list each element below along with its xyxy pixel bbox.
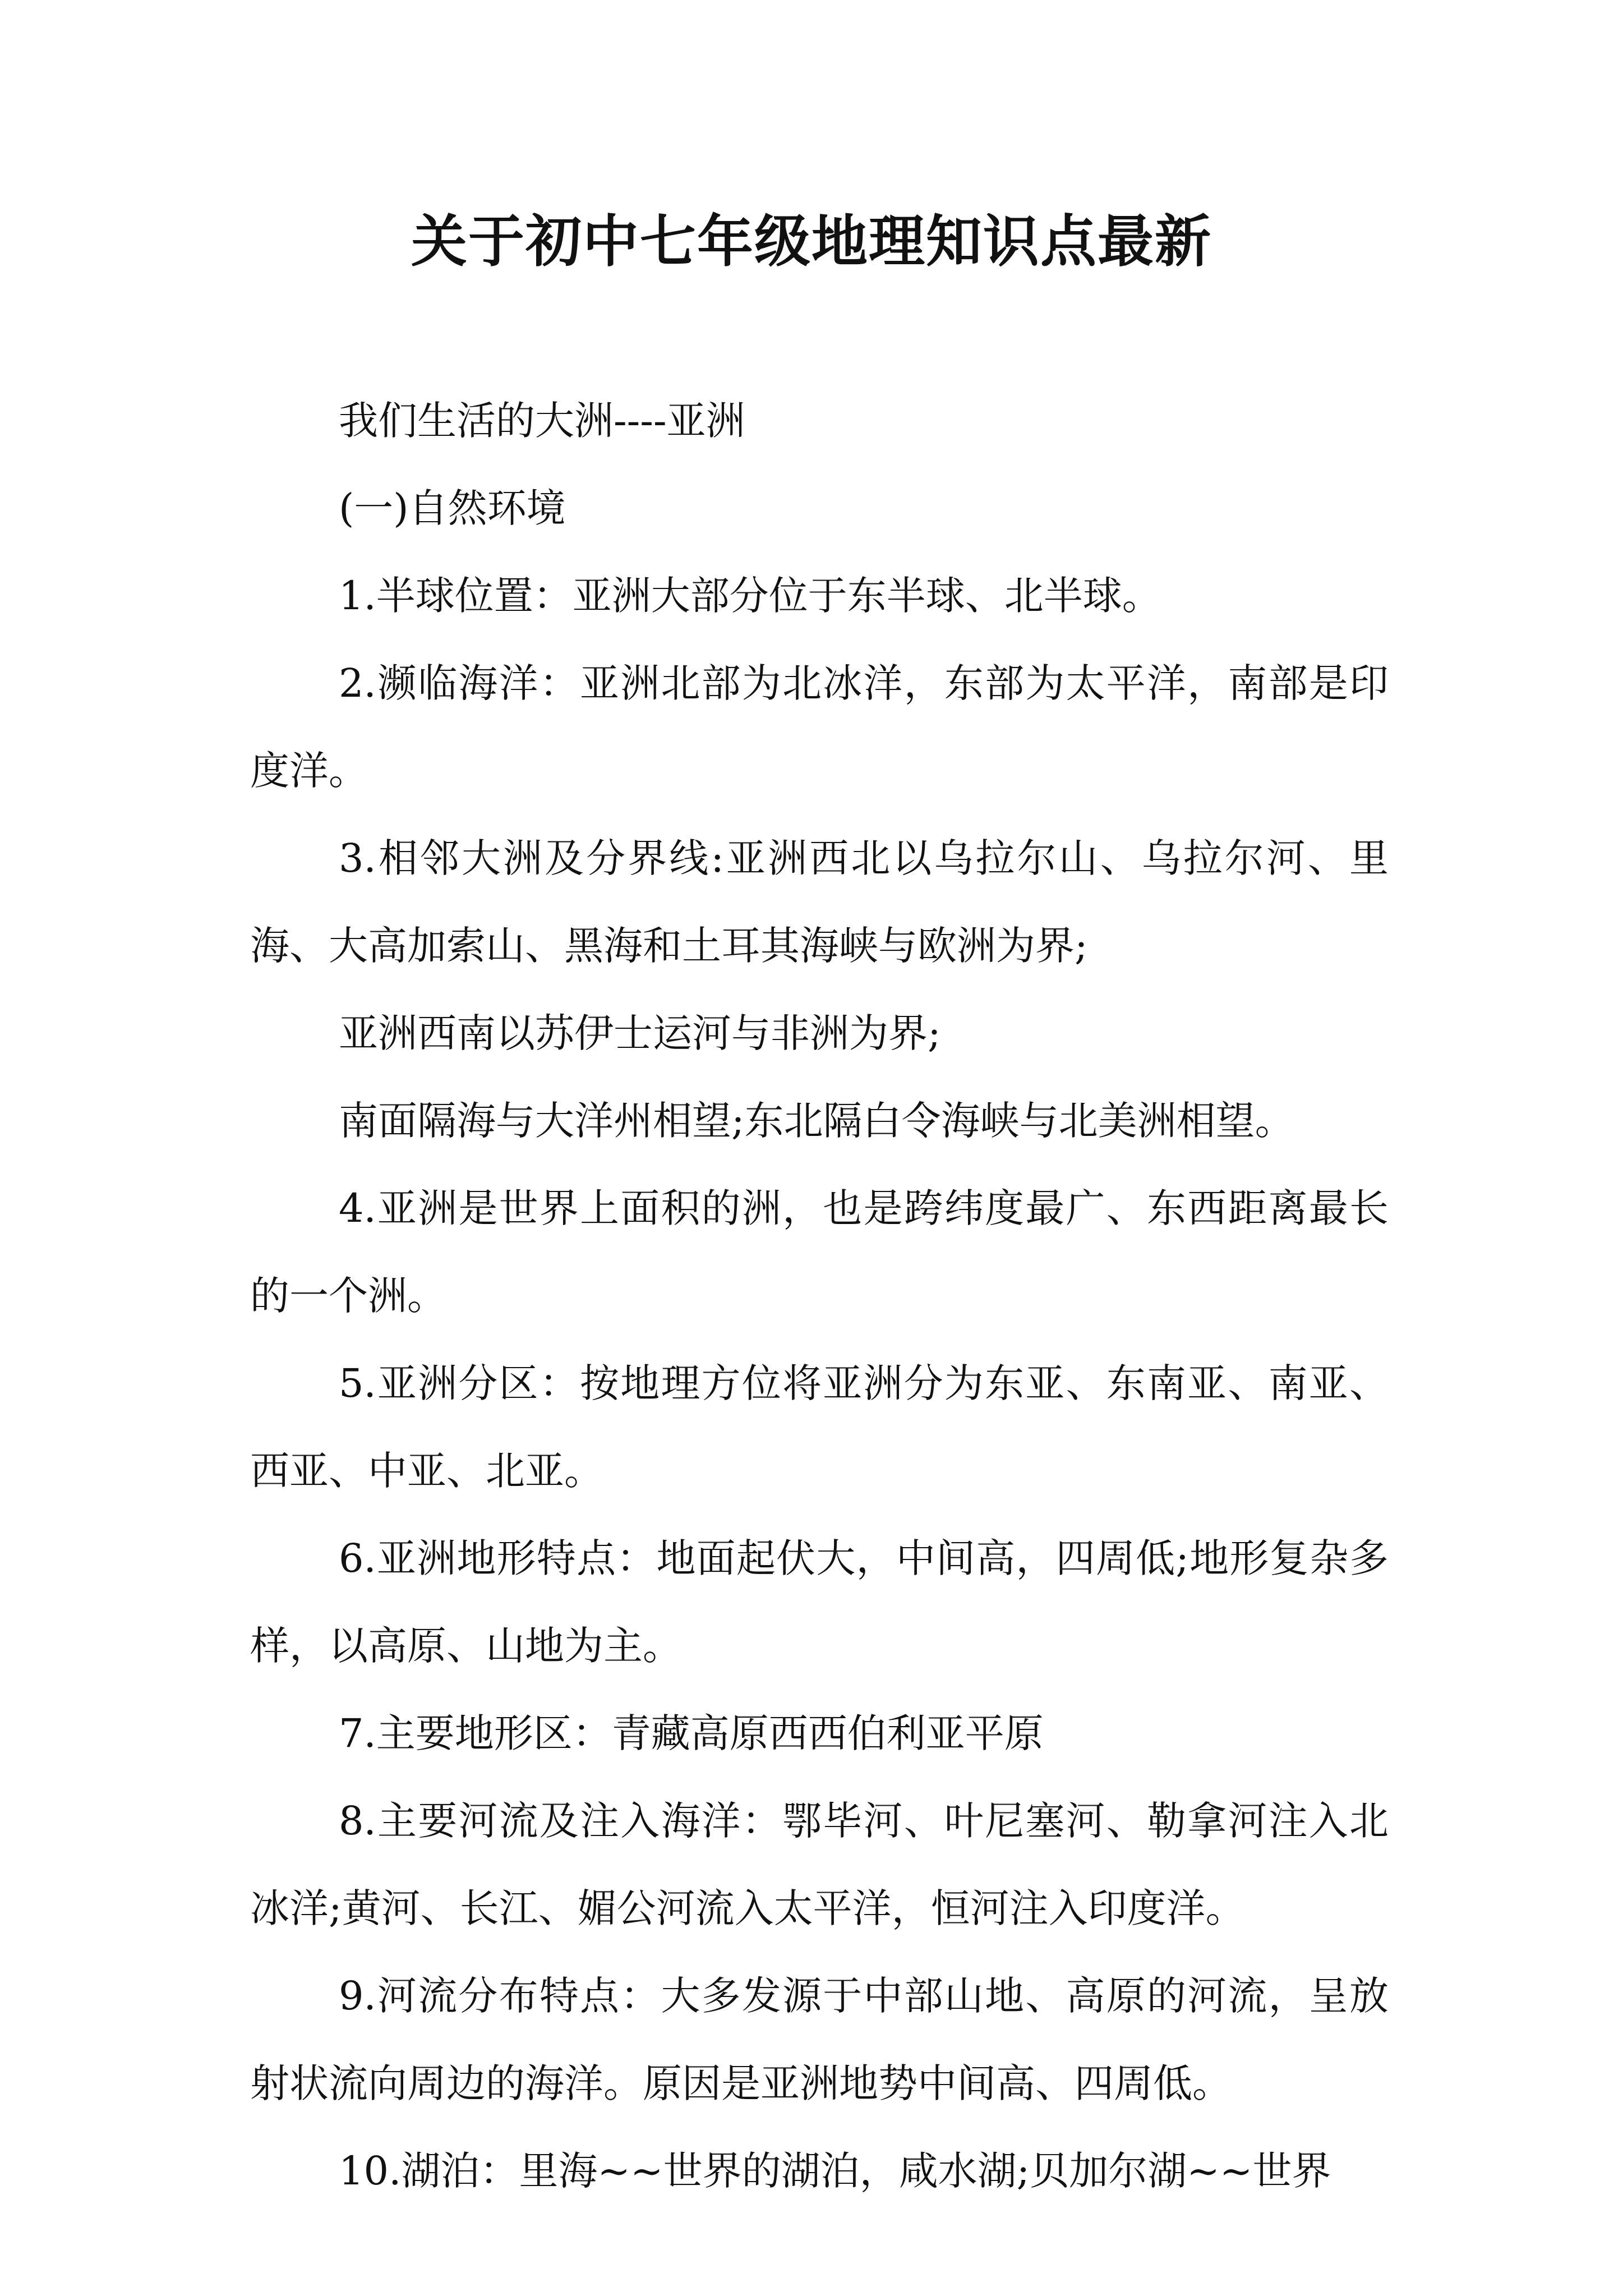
- paragraph-lakes: 10.湖泊：里海~~世界的湖泊，咸水湖;贝加尔湖~~世界: [339, 2148, 1331, 2194]
- paragraph-main-terrain-areas: 7.主要地形区：青藏高原西西伯利亚平原: [339, 1710, 1044, 1756]
- paragraph-heading-asia: 我们生活的大洲----亚洲: [339, 398, 745, 444]
- paragraph-main-rivers: 8.主要河流及注入海洋：鄂毕河、叶尼塞河、勒拿河注入北冰洋;黄河、长江、媚公河流入太平洋，恒河注入印度洋。: [250, 1798, 1389, 1931]
- paragraph-river-distribution: 9.河流分布特点：大多发源于中部山地、高原的河流，呈放射状流向周边的海洋。原因是亚洲地势中间高、四周低。: [250, 1973, 1389, 2106]
- document-body: [250, 377, 1389, 2215]
- paragraph-southwest-boundary: 亚洲西南以苏伊士运河与非洲为界;: [339, 1010, 941, 1056]
- document-title: 关于初中七年级地理知识点最新: [411, 208, 1212, 274]
- paragraph-area: 4.亚洲是世界上面积的洲，也是跨纬度最广、东西距离最长的一个洲。: [250, 1185, 1389, 1319]
- paragraph-section-natural-environment: (一)自然环境: [339, 485, 566, 531]
- paragraph-south-northeast-boundary: 南面隔海与大洋州相望;东北隔白令海峡与北美洲相望。: [339, 1098, 1294, 1144]
- paragraph-hemisphere-position: 1.半球位置：亚洲大部分位于东半球、北半球。: [339, 573, 1161, 619]
- paragraph-terrain-features: 6.亚洲地形特点：地面起伏大，中间高，四周低;地形复杂多样，以高原、山地为主。: [250, 1535, 1389, 1669]
- paragraph-bordering-oceans: 2.濒临海洋：亚洲北部为北冰洋，东部为太平洋，南部是印度洋。: [250, 660, 1389, 794]
- paragraph-regions: 5.亚洲分区：按地理方位将亚洲分为东亚、东南亚、南亚、西亚、中亚、北亚。: [250, 1360, 1389, 1494]
- paragraph-neighboring-continents: 3.相邻大洲及分界线:亚洲西北以乌拉尔山、乌拉尔河、里海、大高加索山、黑海和土耳其海峡与欧洲为界;: [250, 835, 1389, 969]
